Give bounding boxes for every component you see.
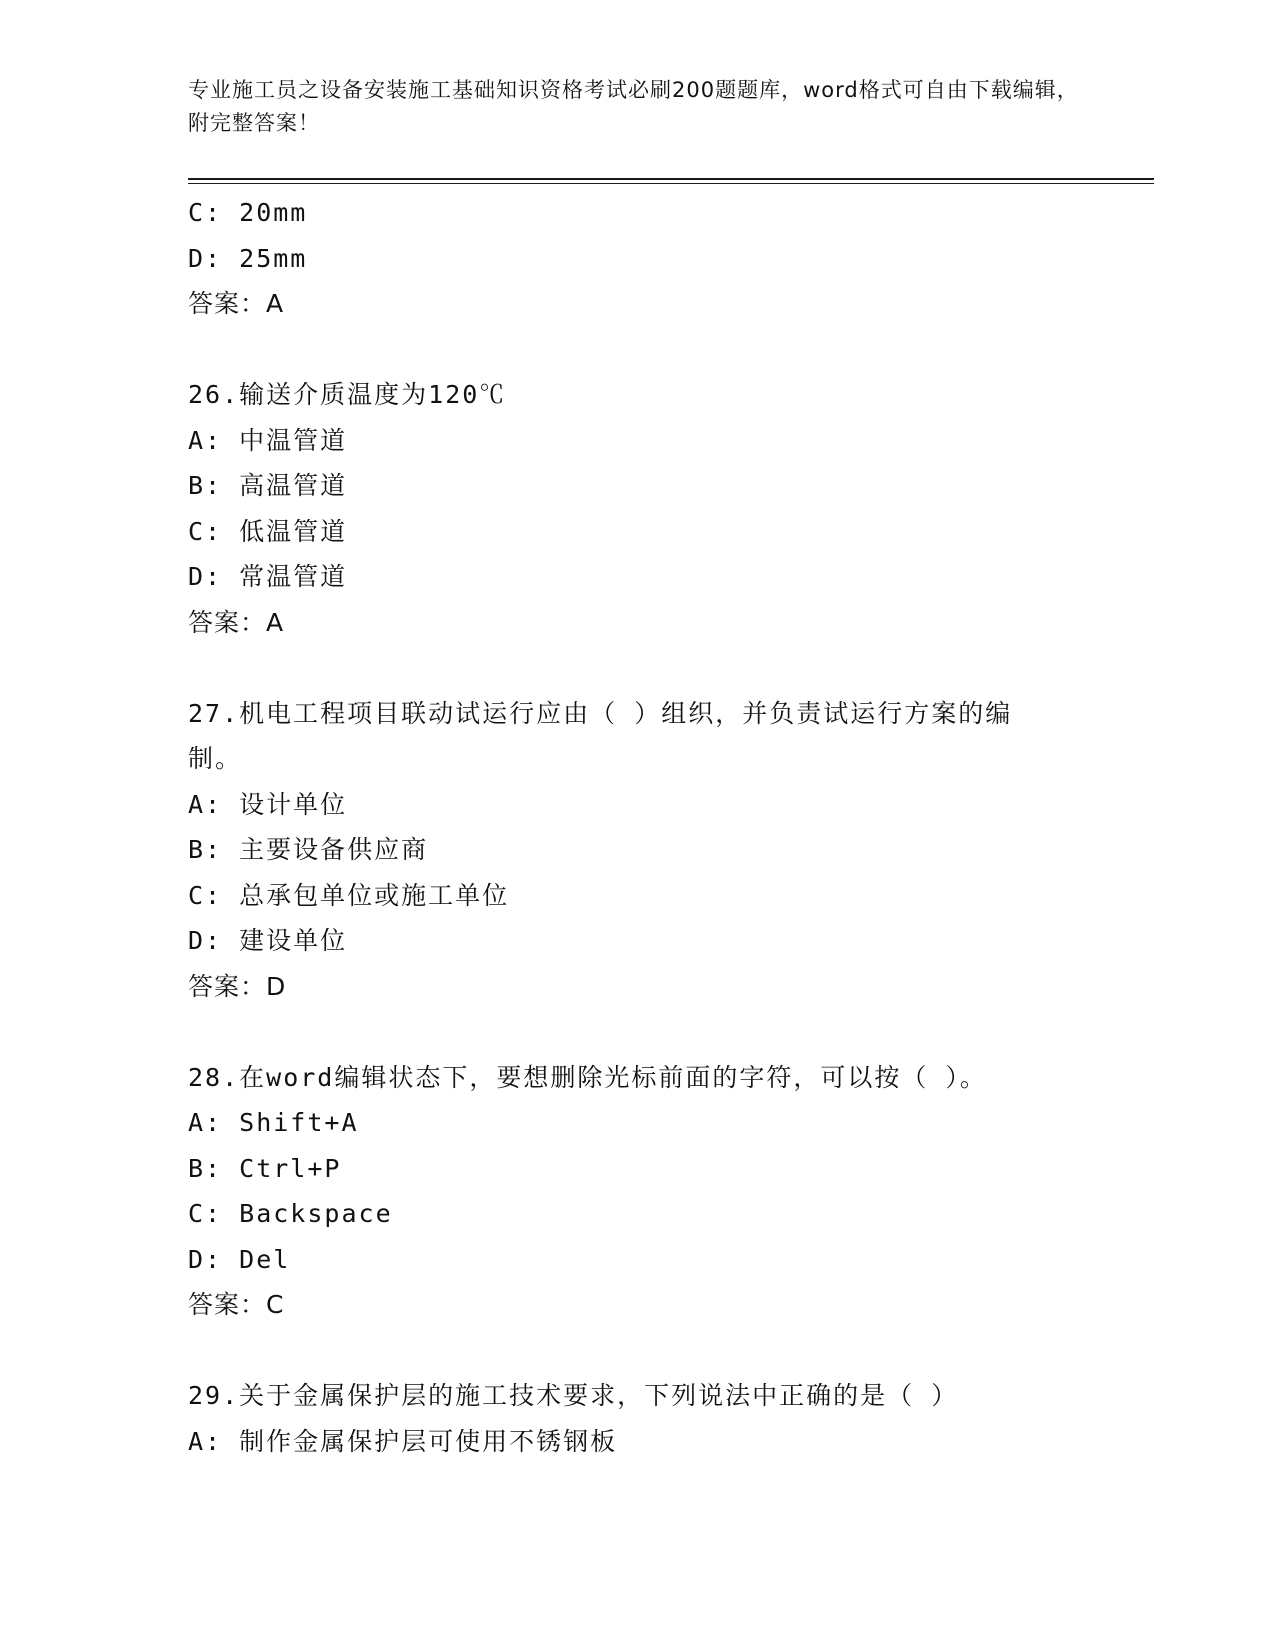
question-list xyxy=(188,190,1068,1464)
option-a: A: 中温管道 xyxy=(188,425,348,455)
question-25-tail xyxy=(188,190,1068,327)
option-d: D: 常温管道 xyxy=(188,562,348,591)
option-c: C: 总承包单位或施工单位 xyxy=(188,880,510,910)
header-divider-thin xyxy=(188,183,1154,184)
option-a: A: Shift+A xyxy=(188,1108,359,1137)
option-d: D: 建设单位 xyxy=(188,926,348,955)
option-a: A: 制作金属保护层可使用不锈钢板 xyxy=(188,1426,618,1456)
question-26 xyxy=(188,372,1068,645)
option-c: C: 低温管道 xyxy=(188,516,348,546)
answer-line: 答案：D xyxy=(188,971,287,1001)
answer-line: 答案：A xyxy=(188,289,285,318)
question-29 xyxy=(188,1373,1068,1464)
option-c: C: 20mm xyxy=(188,198,308,227)
question-stem-continued: 制。 xyxy=(188,744,243,773)
question-stem: 29.关于金属保护层的施工技术要求，下列说法中正确的是（ ） xyxy=(188,1381,959,1410)
header-divider xyxy=(188,178,1154,180)
question-stem: 26.输送介质温度为120℃ xyxy=(188,380,507,409)
question-stem: 27.机电工程项目联动试运行应由（ ）组织，并负责试运行方案的编 xyxy=(188,698,1013,728)
question-27 xyxy=(188,691,1068,1010)
option-b: B: 高温管道 xyxy=(188,471,348,500)
option-a: A: 设计单位 xyxy=(188,789,348,819)
option-d: D: Del xyxy=(188,1244,291,1274)
question-28 xyxy=(188,1055,1068,1328)
option-b: B: Ctrl+P xyxy=(188,1153,342,1183)
option-c: C: Backspace xyxy=(188,1199,393,1228)
answer-line: 答案：A xyxy=(188,607,285,637)
option-d: D: 25mm xyxy=(188,243,308,273)
option-b: B: 主要设备供应商 xyxy=(188,835,429,864)
question-stem: 28.在word编辑状态下，要想删除光标前面的字符，可以按（ ）。 xyxy=(188,1062,987,1092)
document-header: 专业施工员之设备安装施工基础知识资格考试必刷200题题库，word格式可自由下载编辑，附完整答案！ xyxy=(188,78,1079,135)
answer-line: 答案：C xyxy=(188,1290,285,1319)
